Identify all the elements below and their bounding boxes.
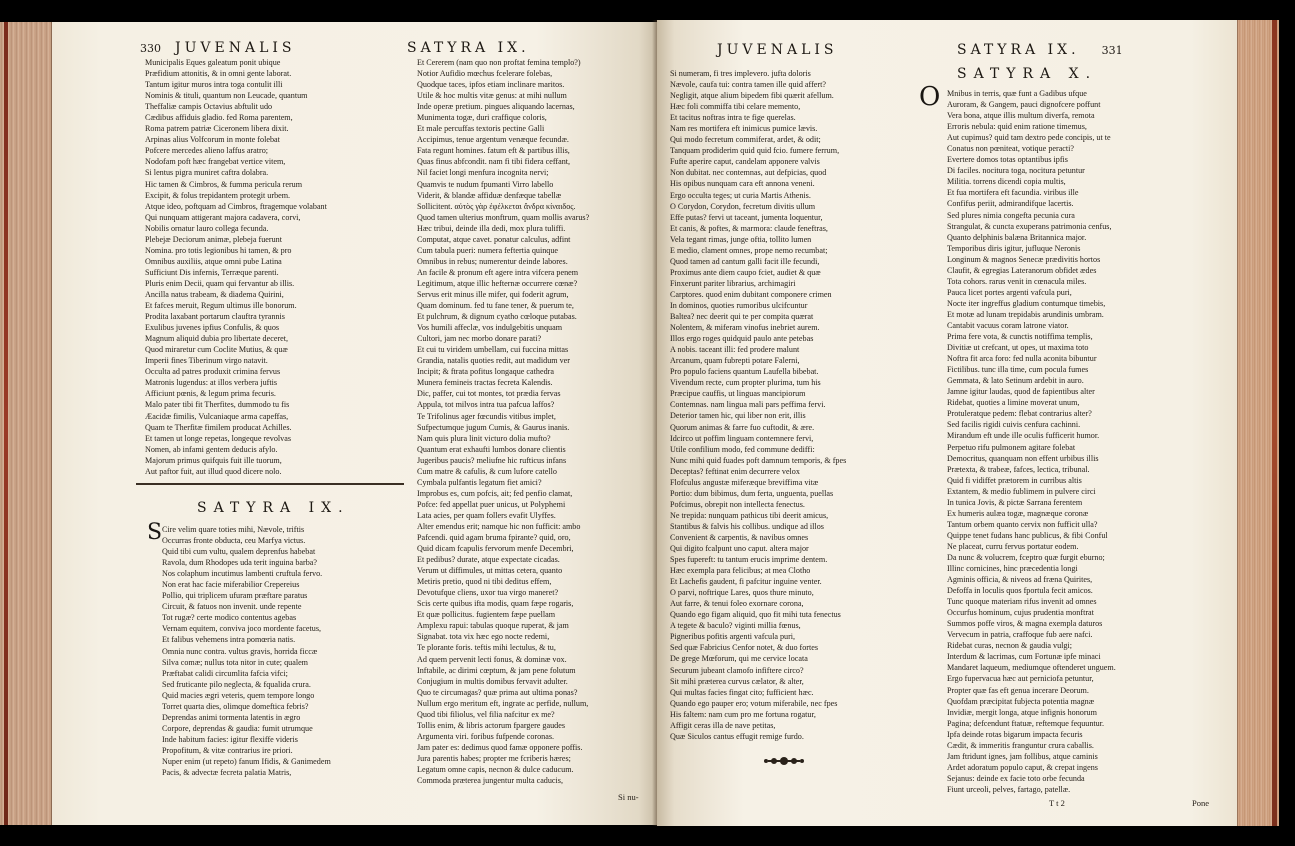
text-line: Nominis & tituli, quantum non Leucade, quantum	[145, 91, 308, 101]
text-line: Pollio, qui triplicem ufuram præftare paratus	[162, 591, 308, 601]
text-line: Mirandum eft unde ille oculis fufficerit humor.	[947, 431, 1100, 441]
text-line: Di faciles. nocitura toga, nocitura petuntur	[947, 166, 1085, 176]
page-number: 330	[140, 42, 161, 55]
text-line: Finxerunt pariter librarius, archimagiri	[670, 278, 796, 288]
text-line: Jura parentis habes; propter me fcriberis hæres;	[417, 753, 571, 763]
text-line: Flofculus angustæ miferæque breviffima vitæ	[670, 477, 819, 487]
text-line: Mandaret laqueum, mediumque oftenderet unguem.	[947, 663, 1116, 673]
text-line: Signabat. tota vix hæc ego nocte redemi,	[417, 632, 550, 642]
text-line: Quid tibi cum vultu, qualem deprenfus habebat	[162, 547, 316, 557]
text-line: Sollicitent. αὐτὸς γὰρ ἐφέλκεται ἄνδρα κίναιδος.	[417, 201, 576, 211]
left-page-edges	[0, 22, 52, 825]
text-line: Exulibus juvenes ipfius Confulis, & quos	[145, 323, 280, 333]
drop-cap: O	[919, 82, 941, 112]
text-line: Hic tamen & Cimbros, & fumma pericula rerum	[145, 179, 303, 189]
text-line: Securum jubeant clamofo infiftere circo?	[670, 665, 804, 675]
text-line: Ravola, dum Rhodopes uda terit inguina barba?	[162, 558, 318, 568]
text-line: Qui modo fecretum commiferat, ardet, & odit;	[670, 135, 821, 145]
text-line: Argumenta viri. foribus fufpende coronas.	[417, 731, 555, 741]
text-line: Spes fupereft: tu tantum erucis imprime dentem.	[670, 555, 828, 565]
text-line: Quando ego figam aliquid, quo fit mihi tuta fenectus	[670, 610, 841, 620]
text-line: Ergo fupervacua hæc aut perniciofa petuntur,	[947, 674, 1094, 684]
text-line: Et cui tu viridem umbellam, cui fuccina mittas	[417, 345, 569, 355]
text-line: Conatus non pœniteat, votique peracti?	[947, 144, 1075, 154]
text-line: Devotufque cliens, uxor tua virgo maneret?	[417, 588, 559, 598]
text-line: Qui nunquam attigerant majora cadavera, corvi,	[145, 212, 301, 222]
catchword: Pone	[1192, 798, 1209, 808]
text-line: Negligit, atque alium bipedem fibi quærit afellum.	[670, 91, 834, 101]
text-line: Nullum ergo meritum eft, ingrate ac perfide, nullum,	[417, 698, 589, 708]
text-line: Claufit, & egregias Lateranorum obfidet ædes	[947, 265, 1097, 275]
text-line: Pagina; defcendunt ftatuæ, reftemque fequuntur.	[947, 718, 1105, 728]
text-line: Jam pater es: dedimus quod famæ opponere poffis.	[417, 742, 583, 752]
text-line: Ancilla natus trabeam, & diadema Quirini,	[145, 289, 284, 299]
text-line: Inftabile, ac dirimi cœptum, & jam pene folutum	[417, 665, 576, 675]
text-line: Auroram, & Gangem, pauci dignofcere poffunt	[947, 100, 1101, 110]
text-line: Quo te circumagas? quæ prima aut ultima ponas?	[417, 687, 578, 697]
text-line: A nobis. taceant illi: fed prodere malunt	[670, 345, 800, 355]
text-line: Invidiæ, mergit longa, atque infignis honorum	[947, 707, 1097, 717]
text-line: Excipit, & folus trepidantem protegit urbem.	[145, 190, 291, 200]
text-line: Nodofam poft hæc frangebat vertice vitem,	[145, 157, 286, 167]
right-page-column-2	[947, 88, 1222, 795]
text-line: Quid dicam fcapulis fervorum menfe Decembri,	[417, 544, 574, 554]
left-page-column-2	[417, 57, 657, 786]
text-line: Ad quem pervenit lecti fonus, & dominæ vox.	[417, 654, 567, 664]
text-line: Quamvis te nudum fpumanti Virro labello	[417, 179, 554, 189]
text-line: Fufte aperire caput, candelam apponere valvis	[670, 157, 820, 167]
text-line: Convenient & carpentis, & navibus omnes	[670, 532, 809, 542]
text-line: Et pedibus? durate, atque expectate cicadas.	[417, 555, 560, 565]
text-line: Longinum & magnos Senecæ prædivitis hortos	[947, 254, 1101, 264]
text-line: Prima fere vota, & cunctis notiffima templis,	[947, 332, 1093, 342]
text-line: Noftra fit arca foro: fed nulla aconita bibuntur	[947, 354, 1097, 364]
text-line: Computat, atque cavet. ponatur calculus, adfint	[417, 234, 571, 244]
text-line: Inde habitum facies: igitur flexiffe videris	[162, 734, 298, 744]
text-line: Interdum & lacrimas, cum Fortunæ ipfe minaci	[947, 652, 1101, 662]
text-line: Nævole, caufa tui: contra tamen ille quid affert?	[670, 80, 826, 90]
text-line: Omnia nunc contra. vultus gravis, horrida ficcæ	[162, 646, 318, 656]
text-line: An facile & pronum eft agere intra vifcera penem	[417, 267, 579, 277]
text-line: Tanquam prodiderim quid quid fcio. fumere ferrum,	[670, 146, 840, 156]
text-line: Accipimus, tenue argentum venæque fecundæ.	[417, 135, 569, 145]
text-line: Defoffa in loculis quos fportula fecit amicos.	[947, 586, 1093, 596]
text-line: Fata regunt homines. fatum eft & partibus illis,	[417, 146, 570, 156]
text-line: Vos humili affeclæ, vos indulgebitis unquam	[417, 323, 563, 333]
text-line: Nam quis plura linit victuro dolia mufto?	[417, 433, 551, 443]
text-line: Pacis, & advectæ fecreta palatia Matris,	[162, 768, 292, 778]
text-line: Incipit; & ftrata pofitus longaque cathedra	[417, 367, 554, 377]
text-line: Legitimum, atque illic hefternæ occurrere cœnæ?	[417, 278, 578, 288]
text-line: Democritus, quanquam non effent urbibus illis	[947, 453, 1099, 463]
text-line: Jamne igitur laudas, quod de fapientibus alter	[947, 387, 1095, 397]
text-line: Sejanus: deinde ex facie toto orbe fecunda	[947, 773, 1085, 783]
text-line: Gemmata, & lato Setinum ardebit in auro.	[947, 376, 1084, 386]
text-line: Quas finus abfcondit. nam fi tibi fidera ceffant,	[417, 157, 571, 167]
text-line: Tantum igitur muros intra toga contulit illi	[145, 80, 283, 90]
text-line: Notior Aufidio mœchus fcelerare folebas,	[417, 69, 553, 79]
text-line: Corpore, deprendas & gaudia: fumit utrumque	[162, 723, 313, 733]
text-line: Deterior tamen hic, qui liber non erit, illis	[670, 411, 806, 421]
text-line: Temporibus diris igitur, jufluque Neronis	[947, 243, 1081, 253]
text-line: Jam ftridunt ignes, jam follibus, atque caminis	[947, 751, 1098, 761]
text-line: Quodque taces, ipfos etiam inclinare maritos.	[417, 80, 565, 90]
text-line: Amplexu rapui: tabulas quoque ruperat, & jam	[417, 621, 569, 631]
text-line: Et Lachefis gaudent, fi pafcitur inguine venter.	[670, 577, 822, 587]
text-line: Baltea? nec deerit qui te per compita quærat	[670, 312, 814, 322]
text-line: Tota cohors. rarus venit in cœnacula miles.	[947, 276, 1087, 286]
right-page-edges	[1237, 20, 1279, 826]
text-line: Cum tabula pueri: numera feftertia quinque	[417, 245, 559, 255]
text-line: De grege Mœforum, qui me cervice locata	[670, 654, 808, 664]
text-line: Cire velim quare toties mihi, Nævole, triftis	[162, 525, 305, 534]
text-line: His opibus nunquam cara eft annona veneni.	[670, 179, 815, 189]
text-line: Ergo occulta teges; ut curia Martis Athenis.	[670, 190, 811, 200]
text-line: Summos poffe viros, & magna exempla daturos	[947, 619, 1103, 629]
text-line: Erroris nebula: quid enim ratione timemus,	[947, 122, 1087, 132]
text-line: Ipfa deinde rotas bigarum impacta fecuris	[947, 729, 1083, 739]
running-head-left: 330 JUVENALIS	[140, 40, 296, 56]
text-line: Theffaliæ campis Octavius abftulit udo	[145, 102, 273, 112]
text-line: Quam dominum. fed tu fane tener, & puerum te,	[417, 301, 574, 311]
text-line: Ridebat, quoties a limine moverat unum,	[947, 398, 1080, 408]
text-line: Quofdam præcipitat fubjecta potentia magnæ	[947, 696, 1095, 706]
text-line: Extantem, & medio fublimem in pulvere circi	[947, 486, 1096, 496]
text-line: Tot rugæ? certe modico contentus agebas	[162, 613, 297, 623]
text-line: Et motæ ad lunam trepidabis arundinis umbram.	[947, 309, 1104, 319]
text-line: Et male percuffas textoris pectine Galli	[417, 124, 545, 134]
text-line: Nunc mihi quid fuades poft damnum temporis, & fpes	[670, 455, 847, 465]
text-line: Nos colaphum incutimus lambenti cruftula fervo.	[162, 569, 323, 579]
text-line: Magnum aliquid dubia pro libertate deceret,	[145, 334, 289, 344]
text-line: Pigneribus pofitis argenti vafcula puri,	[670, 632, 796, 642]
text-line: Prætexta, & trabeæ, fafces, lectica, tribunal.	[947, 464, 1090, 474]
text-line: Quod tamen ulterius monftrum, quam mollis avarus?	[417, 212, 590, 222]
text-line: Atque ideo, poftquam ad Cimbros, ftragemque volabant	[145, 201, 327, 211]
text-line: Scis certe quibus ifta modis, quam fæpe rogaris,	[417, 599, 574, 609]
text-line: Vernam equitem, conviva joco mordente facetus,	[162, 624, 322, 634]
text-line: Vela tegant rimas, junge oftia, tollito lumen	[670, 234, 812, 244]
text-line: Aut cupimus? quid tam dextro pede concipis, ut te	[947, 133, 1111, 143]
text-line: O Corydon, Corydon, fecretum divitis ullum	[670, 201, 816, 211]
text-line: Sed fruticante pilo neglecta, & fqualida crura.	[162, 679, 311, 689]
text-line: Hæc foli commiffa tibi celare memento,	[670, 102, 801, 112]
text-line: Quippe tenet fudans hanc publicus, & fibi Conful	[947, 530, 1108, 540]
text-line: Vera bona, atque illis multum diverfa, remota	[947, 111, 1095, 121]
text-line: Proximus ante diem caupo fciet, audiet & quæ	[670, 267, 821, 277]
text-line: Quod tamen ad cantum galli facit ille fecundi,	[670, 256, 820, 266]
text-line: Præfidium attonitis, & in omni gente laborat.	[145, 69, 292, 79]
text-line: Propter quæ fas eft genua incerare Deorum.	[947, 685, 1089, 695]
text-line: O parvi, noftrique Lares, quos thure minuto,	[670, 588, 814, 598]
text-line: Fiunt urceoli, pelves, fartago, patellæ.	[947, 784, 1071, 794]
text-line: Conjugium in multis domibus fervavit adulter.	[417, 676, 568, 686]
text-line: Et canis, & poftes, & marmora: claude feneftras,	[670, 223, 828, 233]
text-line: Alter emendus erit; namque hic non fufficit: ambo	[417, 521, 581, 531]
text-line: Carptores. quod enim dubitant componere crimen	[670, 289, 832, 299]
text-line: Hæc tribui, deinde illa dedi, mox plura tuliffi.	[417, 223, 566, 233]
text-line: Perpetuo rifu pulmonem agitare folebat	[947, 442, 1076, 452]
text-line: Occurras fronte obducta, ceu Marfya victus.	[162, 536, 306, 546]
right-page-column-1	[670, 68, 920, 742]
text-line: Quam te Therfitæ fimilem producat Achilles.	[145, 422, 292, 432]
text-line: Contemnas. nam lingua mali pars peffima fervi.	[670, 400, 826, 410]
text-line: Sed quæ Fabricius Cenfor notet, & duo fortes	[670, 643, 819, 653]
text-line: Municipalis Eques galeatum ponit ubique	[145, 58, 281, 67]
text-line: Majorum primus quifquis fuit ille tuorum,	[145, 455, 282, 465]
text-line: Improbus es, cum pofcis, ait; fed penfio clamat,	[417, 488, 573, 498]
text-line: In dominos, quoties rumoribus ulcifcuntur	[670, 300, 808, 310]
text-line: Fictilibus. tunc illa time, cum pocula fumes	[947, 365, 1089, 375]
text-line: Strangulat, & cuncta exuperans patrimonia cenfus,	[947, 221, 1112, 231]
text-line: Præftabat calidi circumlita fafcia vifci;	[162, 668, 288, 678]
text-line: Quantum erat exhaufti lumbos donare clientis	[417, 444, 566, 454]
text-line: Pafcendi. quid agam bruma fpirante? quid, oro,	[417, 533, 571, 543]
text-line: Cymbala pulfantis legatum fiet amici?	[417, 477, 542, 487]
right-page	[657, 20, 1237, 826]
text-line: Ne placeat, curru fervus portatur eodem.	[947, 541, 1079, 551]
text-line: Nomina. pro totis legionibus hi tamen, & pro	[145, 245, 292, 255]
text-line: Nolentem, & miferam vinofus inebriet aurem.	[670, 323, 820, 333]
text-line: Propofitum, & vitæ contrarius ire priori.	[162, 745, 293, 755]
text-line: E medio, clament omnes, prope nemo recumbat;	[670, 245, 828, 255]
text-line: Munimenta togæ, duri craffique coloris,	[417, 113, 547, 123]
text-line: Si numeram, fi tres implevero. jufta doloris	[670, 69, 811, 78]
left-page-column-1-satyra	[162, 524, 412, 778]
text-line: Cultori, jam nec morbo donare parati?	[417, 334, 542, 344]
text-line: Grandia, natalis quoties redit, aut madidum ver	[417, 356, 570, 366]
text-line: Cantabit vacuus coram latrone viator.	[947, 320, 1069, 330]
text-line: Occurfus hominum, cujus prudentia monftrat	[947, 608, 1094, 618]
text-line: Ridebat curas, necnon & gaudia vulgi;	[947, 641, 1073, 651]
text-line: Qui digito fcalpunt uno caput. altera major	[670, 544, 809, 554]
text-line: Si lentus pigra muniret caftra dolabra.	[145, 168, 269, 178]
text-line: A tegete & baculo? viginti millia fœnus,	[670, 621, 801, 631]
text-line: Quod tibi filiolus, vel filia nafcitur ex me?	[417, 709, 555, 719]
satyra-heading: SATYRA IX.	[197, 500, 350, 516]
text-line: Inde operæ pretium. pingues aliquando lacernas,	[417, 102, 575, 112]
text-line: In tunica Jovis, & pictæ Sarrana ferentem	[947, 497, 1083, 507]
signature-mark: T t 2	[1049, 798, 1065, 808]
text-line: Sed facilis rigidi cuivis cenfura cachinni.	[947, 420, 1081, 430]
text-line: Utile & hoc multis vitæ genus: at mihi nullum	[417, 91, 567, 101]
text-line: Idcirco ut poffim linguam contemnere fervi,	[670, 433, 814, 443]
text-line: Jugeribus paucis? meliufne hic rufticus infans	[417, 455, 567, 465]
text-line: Nobilis ornatur lauro collega fecunda.	[145, 223, 269, 233]
text-line: Non dubitat. nec contemnas, aut defpicias, quod	[670, 168, 827, 178]
text-line: Roma patrem patriæ Ciceronem libera dixit.	[145, 124, 289, 134]
text-line: Omnibus auxiliis, atque omni pube Latina	[145, 256, 282, 266]
text-line: Lata acies, per quam follers evafit Ulyffes.	[417, 510, 556, 520]
drop-cap: S	[147, 520, 163, 545]
text-line: Deprendas animi tormenta latentis in ægro	[162, 712, 301, 722]
text-line: Utile confilium modo, fed commune dediffi:	[670, 444, 815, 454]
text-line: Deceptas? feftinat enim decurrere velox	[670, 466, 800, 476]
text-line: Et fafces meruit, Regum ultimus ille bonorum.	[145, 301, 297, 311]
text-line: Affigit ceras illa de nave petitas,	[670, 720, 776, 730]
text-line: Occulta ad patres produxit crimina fervus	[145, 367, 281, 377]
text-line: Pluris enim Decii, quam qui fervantur ab illis.	[145, 278, 295, 288]
text-line: Nomen, ab infami gentem deducis afylo.	[145, 444, 278, 454]
text-line: Et tacitus noftras intra te fige querelas.	[670, 113, 796, 123]
text-line: Et falibus vehemens intra pomœria natis.	[162, 635, 296, 645]
text-line: Mnibus in terris, quæ funt a Gadibus ufque	[947, 89, 1087, 98]
text-line: Pro populo faciens quantum Laufella bibebat.	[670, 367, 819, 377]
text-line: Quorum animas & farre fuo cuftodit, & ære.	[670, 422, 815, 432]
running-head-right: SATYRA IX. 331	[957, 42, 1123, 58]
text-line: Matronis lugendus: at illos verbera juftis	[145, 378, 278, 388]
text-line: Et tamen ut longe repetas, longeque revolvas	[145, 433, 291, 443]
text-line: Da nunc & volucrem, fceptro quæ furgit eburno;	[947, 552, 1105, 562]
text-line: Non erat hac facie miferabilior Crepereius	[162, 580, 300, 590]
text-line: Nocte iter ingreffus gladium contumque timebis,	[947, 298, 1106, 308]
text-line: Omnibus in rebus; numerentur deinde labores.	[417, 256, 568, 266]
catchword: Si nu-	[618, 792, 639, 802]
text-line: Legatum omne capis, necnon & dulce caducum.	[417, 765, 574, 774]
text-line: Protuleratque pedem: flebat contrarius alter?	[947, 409, 1092, 419]
text-line: Confifus periit, admirandifque lacertis.	[947, 199, 1074, 209]
text-line: Appula, tot milvos intra tua pafcua laffos?	[417, 400, 555, 410]
text-line: Tunc quoque materiam rifus invenit ad omnes	[947, 597, 1097, 607]
text-line: Militia. torrens dicendi copia multis,	[947, 177, 1066, 187]
text-line: Æacidæ fimilis, Vulcaniaque arma capeffas,	[145, 411, 289, 421]
text-line: Circuit, & fatuos non invenit. unde repente	[162, 602, 302, 612]
text-line: Illinc cornicines, hinc præcedentia longi	[947, 564, 1078, 574]
text-line: Nuper enim (ut repeto) fanum Ifidis, & Ganimedem	[162, 756, 331, 766]
text-line: Tollis enim, & libris actorum fpargere gaudes	[417, 720, 565, 730]
text-line: Afficiunt pœnis, & legum prima fecuris.	[145, 389, 276, 399]
text-line: Vivendum recte, cum propter plurima, tum his	[670, 378, 821, 388]
text-line: Sufpectumque jugum Cumis, & Gaurus inanis.	[417, 422, 570, 432]
left-page-column-1	[145, 57, 407, 477]
text-line: Et fua mortifera eft facundia. viribus ille	[947, 188, 1079, 198]
text-line: Effe putas? fervi ut taceant, jumenta loquentur,	[670, 212, 823, 222]
text-line: Sit mihi præterea curvus cælator, & alter,	[670, 676, 804, 686]
section-rule	[136, 483, 404, 485]
text-line: Munera femineis tractas fecreta Kalendis.	[417, 378, 553, 388]
text-line: Cum matre & cafulis, & cum lufore catello	[417, 466, 557, 476]
text-line: Cædit, & immeritis franguntur crura caballis.	[947, 740, 1094, 750]
text-line: Portio: dum bibimus, dum ferta, unguenta, puellas	[670, 488, 834, 498]
text-line: Te Trifolinus ager fœcundis vitibus implet,	[417, 411, 556, 421]
text-line: Qui multas facies fingat cito; fufficient hæc.	[670, 687, 814, 697]
text-line: Evertere domos totas optantibus ipfis	[947, 155, 1068, 165]
text-line: Ardet adoratum populo caput, & crepat ingens	[947, 762, 1098, 772]
running-head-right: SATYRA IX.	[407, 40, 530, 56]
page-number: 331	[1101, 44, 1123, 57]
text-line: Quod miraretur cum Coclite Mutius, & quæ	[145, 345, 288, 355]
text-line: Aut paftor fuit, aut illud quod dicere nolo.	[145, 466, 282, 476]
text-line: Arpinas alius Volfcorum in monte folebat	[145, 135, 280, 145]
text-line: Ex humeris aulæa togæ, magnæque coronæ	[947, 508, 1089, 518]
text-line: Sed plures nimia congefta pecunia cura	[947, 210, 1075, 220]
text-line: Stantibus & falvis his collibus. undique ad illos	[670, 521, 824, 531]
text-line: Hæc exempla para felicibus; at mea Clotho	[670, 566, 811, 576]
text-line: Quid fi vidiffet prætorem in curribus altis	[947, 475, 1082, 485]
text-line: Illos ergo roges quidquid paulo ante petebas	[670, 334, 814, 344]
text-line: Quanto delphinis balæna Britannica major.	[947, 232, 1087, 242]
text-line: Plebejæ Deciorum animæ, plebeja fuerunt	[145, 234, 282, 244]
text-line: Viderit, & blandæ affiduæ denfæque tabellæ	[417, 190, 562, 200]
text-line: Divitiæ ut crefcant, ut opes, ut maxima toto	[947, 343, 1089, 353]
text-line: Sufficiunt Dis infernis, Terræque parenti.	[145, 267, 279, 277]
text-line: Silva comæ; nullus tota nitor in cute; qualem	[162, 657, 309, 667]
text-line: Pofcere mercedes alieno laffus aratro;	[145, 146, 269, 156]
text-line: Quando ego pauper ero; votum miferabile, nec fpes	[670, 698, 838, 708]
text-line: Prodita laxabant portarum clauftra tyrannis	[145, 312, 285, 322]
text-line: Torret quarta dies, olimque domeftica febris?	[162, 701, 309, 711]
text-line: Aut farre, & tenui foleo exornare corona,	[670, 599, 804, 609]
text-line: Pauca licet portes argenti vafcula puri,	[947, 287, 1072, 297]
text-line: Commoda præterea jungentur multa caducis,	[417, 776, 563, 786]
running-head-left: JUVENALIS	[717, 42, 838, 58]
text-line: Dic, paffer, cui tot montes, tot prædia fervas	[417, 389, 561, 399]
text-line: Ne trepida: nunquam pathicus tibi deerit amicus,	[670, 510, 829, 520]
text-line: Servus erit minus ille mifer, qui foderit agrum,	[417, 289, 569, 299]
text-line: Pofce: fed appellat puer unicus, ut Polyphemi	[417, 499, 566, 509]
text-line: Metiris pretio, quod ni tibi deditus effem,	[417, 577, 552, 587]
text-line: Imperii fines Tiberinum virgo natavit.	[145, 356, 268, 366]
text-line: Verum ut diffimules, ut mittas cetera, quanto	[417, 566, 563, 576]
satyra-heading: SATYRA X.	[957, 66, 1098, 82]
text-line: Præcipue cauffis, ut linguas mancipiorum	[670, 389, 806, 399]
text-line: Pofcimus, obrepit non intellecta fenectus.	[670, 499, 805, 509]
text-line: Quid macies ægri veteris, quem tempore longo	[162, 690, 315, 700]
text-line: Et Cererem (nam quo non proftat femina templo?)	[417, 58, 581, 67]
text-line: Tantum orbem quanto cervix non fufficit ulla?	[947, 519, 1098, 529]
text-line: Vervecum in patria, craffoque fub aere nafci.	[947, 630, 1093, 640]
text-line: His faltem: nam cum pro me fortuna rogatur,	[670, 709, 816, 719]
tailpiece-ornament-icon	[760, 754, 808, 768]
text-line: Te plorante foris. teftis mihi lectulus, & tu,	[417, 643, 556, 653]
text-line: Agminis officia, & niveos ad fræna Quirites,	[947, 575, 1093, 585]
text-line: Malo pater tibi fit Therfites, dummodo tu fis	[145, 400, 290, 410]
text-line: Quæ Siculos cantus effugit remige furdo.	[670, 731, 804, 741]
text-line: Cædibus affiduis gladio. fed Roma parentem,	[145, 113, 293, 123]
text-line: Arcanum, quam fubrepti potare Falerni,	[670, 356, 800, 366]
text-line: Et pulchrum, & dignum cyatho cœloque putabas.	[417, 312, 577, 322]
text-line: Nam res mortifera eft inimicus pumice lævis.	[670, 124, 818, 134]
text-line: Nil faciet longi menfura incognita nervi;	[417, 168, 549, 178]
left-page	[52, 22, 657, 825]
text-line: Et quæ pollicitus. fugientem fæpe puellam	[417, 610, 556, 620]
